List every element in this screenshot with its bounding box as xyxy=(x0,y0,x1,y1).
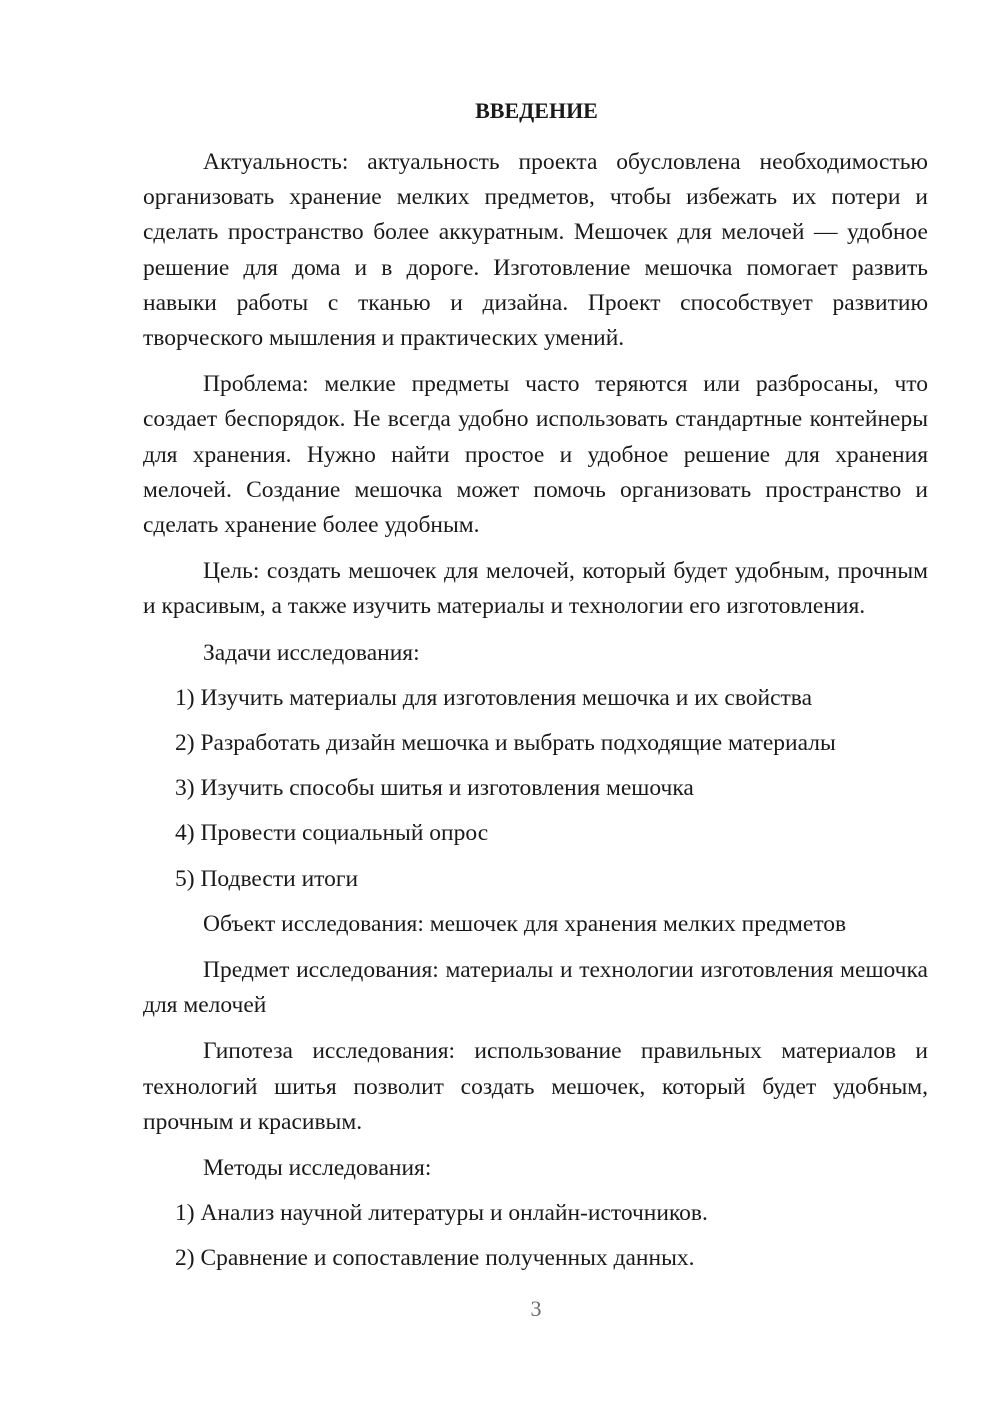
list-item: 2) Сравнение и сопоставление полученных данных. xyxy=(175,1245,695,1272)
methods-list xyxy=(143,1196,928,1276)
list-item: 3) Изучить способы шитья и изготовления мешочка xyxy=(175,775,694,802)
problem-paragraph: Проблема: мелкие предметы часто теряются или разбросаны, что создает беспорядок. Не всегда удобно использовать стандартные контейнеры для хранения. Нужно найти простое и удобное решение для хранения мелочей. Создание мешочка может помочь организовать пространство и сделать хранение более удобным. xyxy=(143,371,928,539)
page-number: 3 xyxy=(530,1296,542,1321)
list-item: 1) Анализ научной литературы и онлайн-источников. xyxy=(175,1200,708,1227)
list-item: 2) Разработать дизайн мешочка и выбрать подходящие материалы xyxy=(175,730,836,757)
relevance-paragraph: Актуальность: актуальность проекта обусловлена необходимостью организовать хранение мелких предметов, чтобы избежать их потери и сделать пространство более аккуратным. Мешочек для мелочей — удобное решение для дома и в дороге. Изготовление мешочка помогает развить навыки работы с тканью и дизайна. Проект способствует развитию творческого мышления и практических умений. xyxy=(143,149,928,352)
hypothesis-paragraph: Гипотеза исследования: использование правильных материалов и технологий шитья позволит создать мешочек, который будет удобным, прочным и красивым. xyxy=(143,1038,928,1135)
subject-paragraph: Предмет исследования: материалы и технологии изготовления мешочка для мелочей xyxy=(143,957,928,1019)
tasks-list xyxy=(143,681,928,897)
tasks-heading: Задачи исследования: xyxy=(203,639,420,666)
methods-heading: Методы исследования: xyxy=(203,1155,432,1182)
list-item: 4) Провести социальный опрос xyxy=(175,820,489,847)
object-paragraph: Объект исследования: мешочек для хранения мелких предметов xyxy=(203,910,847,937)
goal-paragraph: Цель: создать мешочек для мелочей, который будет удобным, прочным и красивым, а также изучить материалы и технологии его изготовления. xyxy=(143,558,928,620)
section-title: ВВЕДЕНИЕ xyxy=(475,98,598,123)
document-page xyxy=(143,93,928,1287)
list-item: 5) Подвести итоги xyxy=(175,865,359,892)
list-item: 1) Изучить материалы для изготовления мешочка и их свойства xyxy=(175,684,813,711)
